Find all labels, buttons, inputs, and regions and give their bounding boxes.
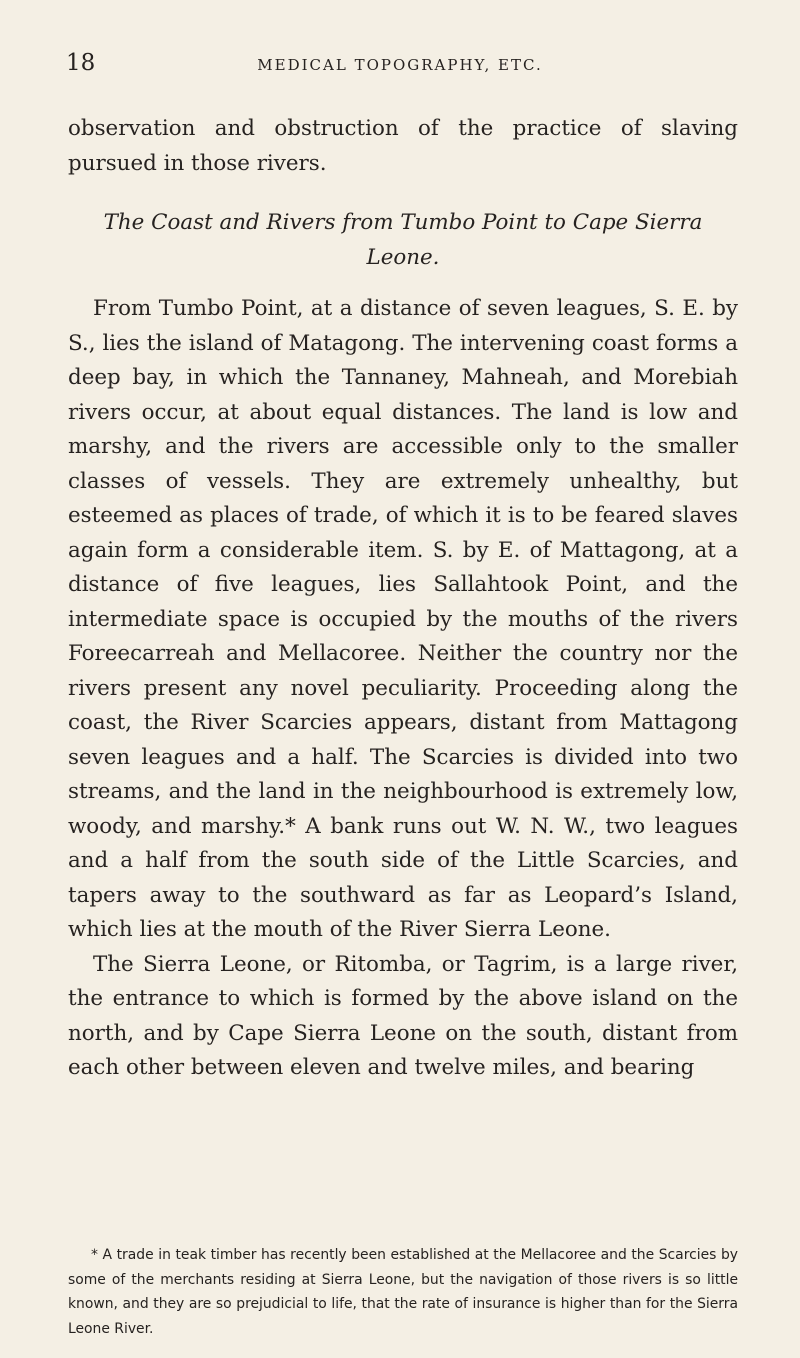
main-text [68, 112, 738, 1086]
page-number: 18 [66, 50, 96, 76]
paragraph-2: The Sierra Leone, or Ritomba, or Tagrim, is a large river, the entrance to which is formed by the above island on the north, and by Cape Sierra Leone on the south, distant from each other between eleven and twelve miles, and bearing [68, 951, 738, 1080]
section-heading: The Coast and Rivers from Tumbo Point to Cape Sierra Leone. [103, 210, 703, 270]
footnote: * A trade in teak timber has recently been established at the Mellacoree and the Scarcies by some of the merchants residing at Sierra Leone, but the navigation of those rivers is so little known, and they are so prejudicial to life, that the rate of insurance is higher than for the Sierra Leone River. [68, 1246, 738, 1338]
running-title: MEDICAL TOPOGRAPHY, ETC. [257, 56, 543, 74]
continuation-paragraph: observation and obstruction of the practice of slaving pursued in those rivers. [68, 116, 738, 176]
paragraph-1: From Tumbo Point, at a distance of seven leagues, S. E. by S., lies the island of Matagong. The intervening coast forms a deep bay, in which the Tannaney, Mahneah, and Morebiah rivers occur, at about equal distances. The land is low and marshy, and the rivers are accessible only to the smaller classes of vessels. They are extremely unhealthy, but esteemed as places of trade, of which it is to be feared slaves again form a considerable item. S. by E. of Mattagong, at a distance of five leagues, lies Sallahtook Point, and the intermediate space is occupied by the mouths of the rivers Foreecarreah and Mellacoree. Neither the country nor the rivers present any novel peculiarity. Proceeding along the coast, the River Scarcies appears, distant from Mattagong seven leagues and a half. The Scarcies is divided into two streams, and the land in the neighbourhood is extremely low, woody, and marshy.* A bank runs out W. N. W., two leagues and a half from the south side of the Little Scarcies, and tapers away to the southward as far as Leopard’s Island, which lies at the mouth of the River Sierra Leone. [68, 296, 738, 942]
